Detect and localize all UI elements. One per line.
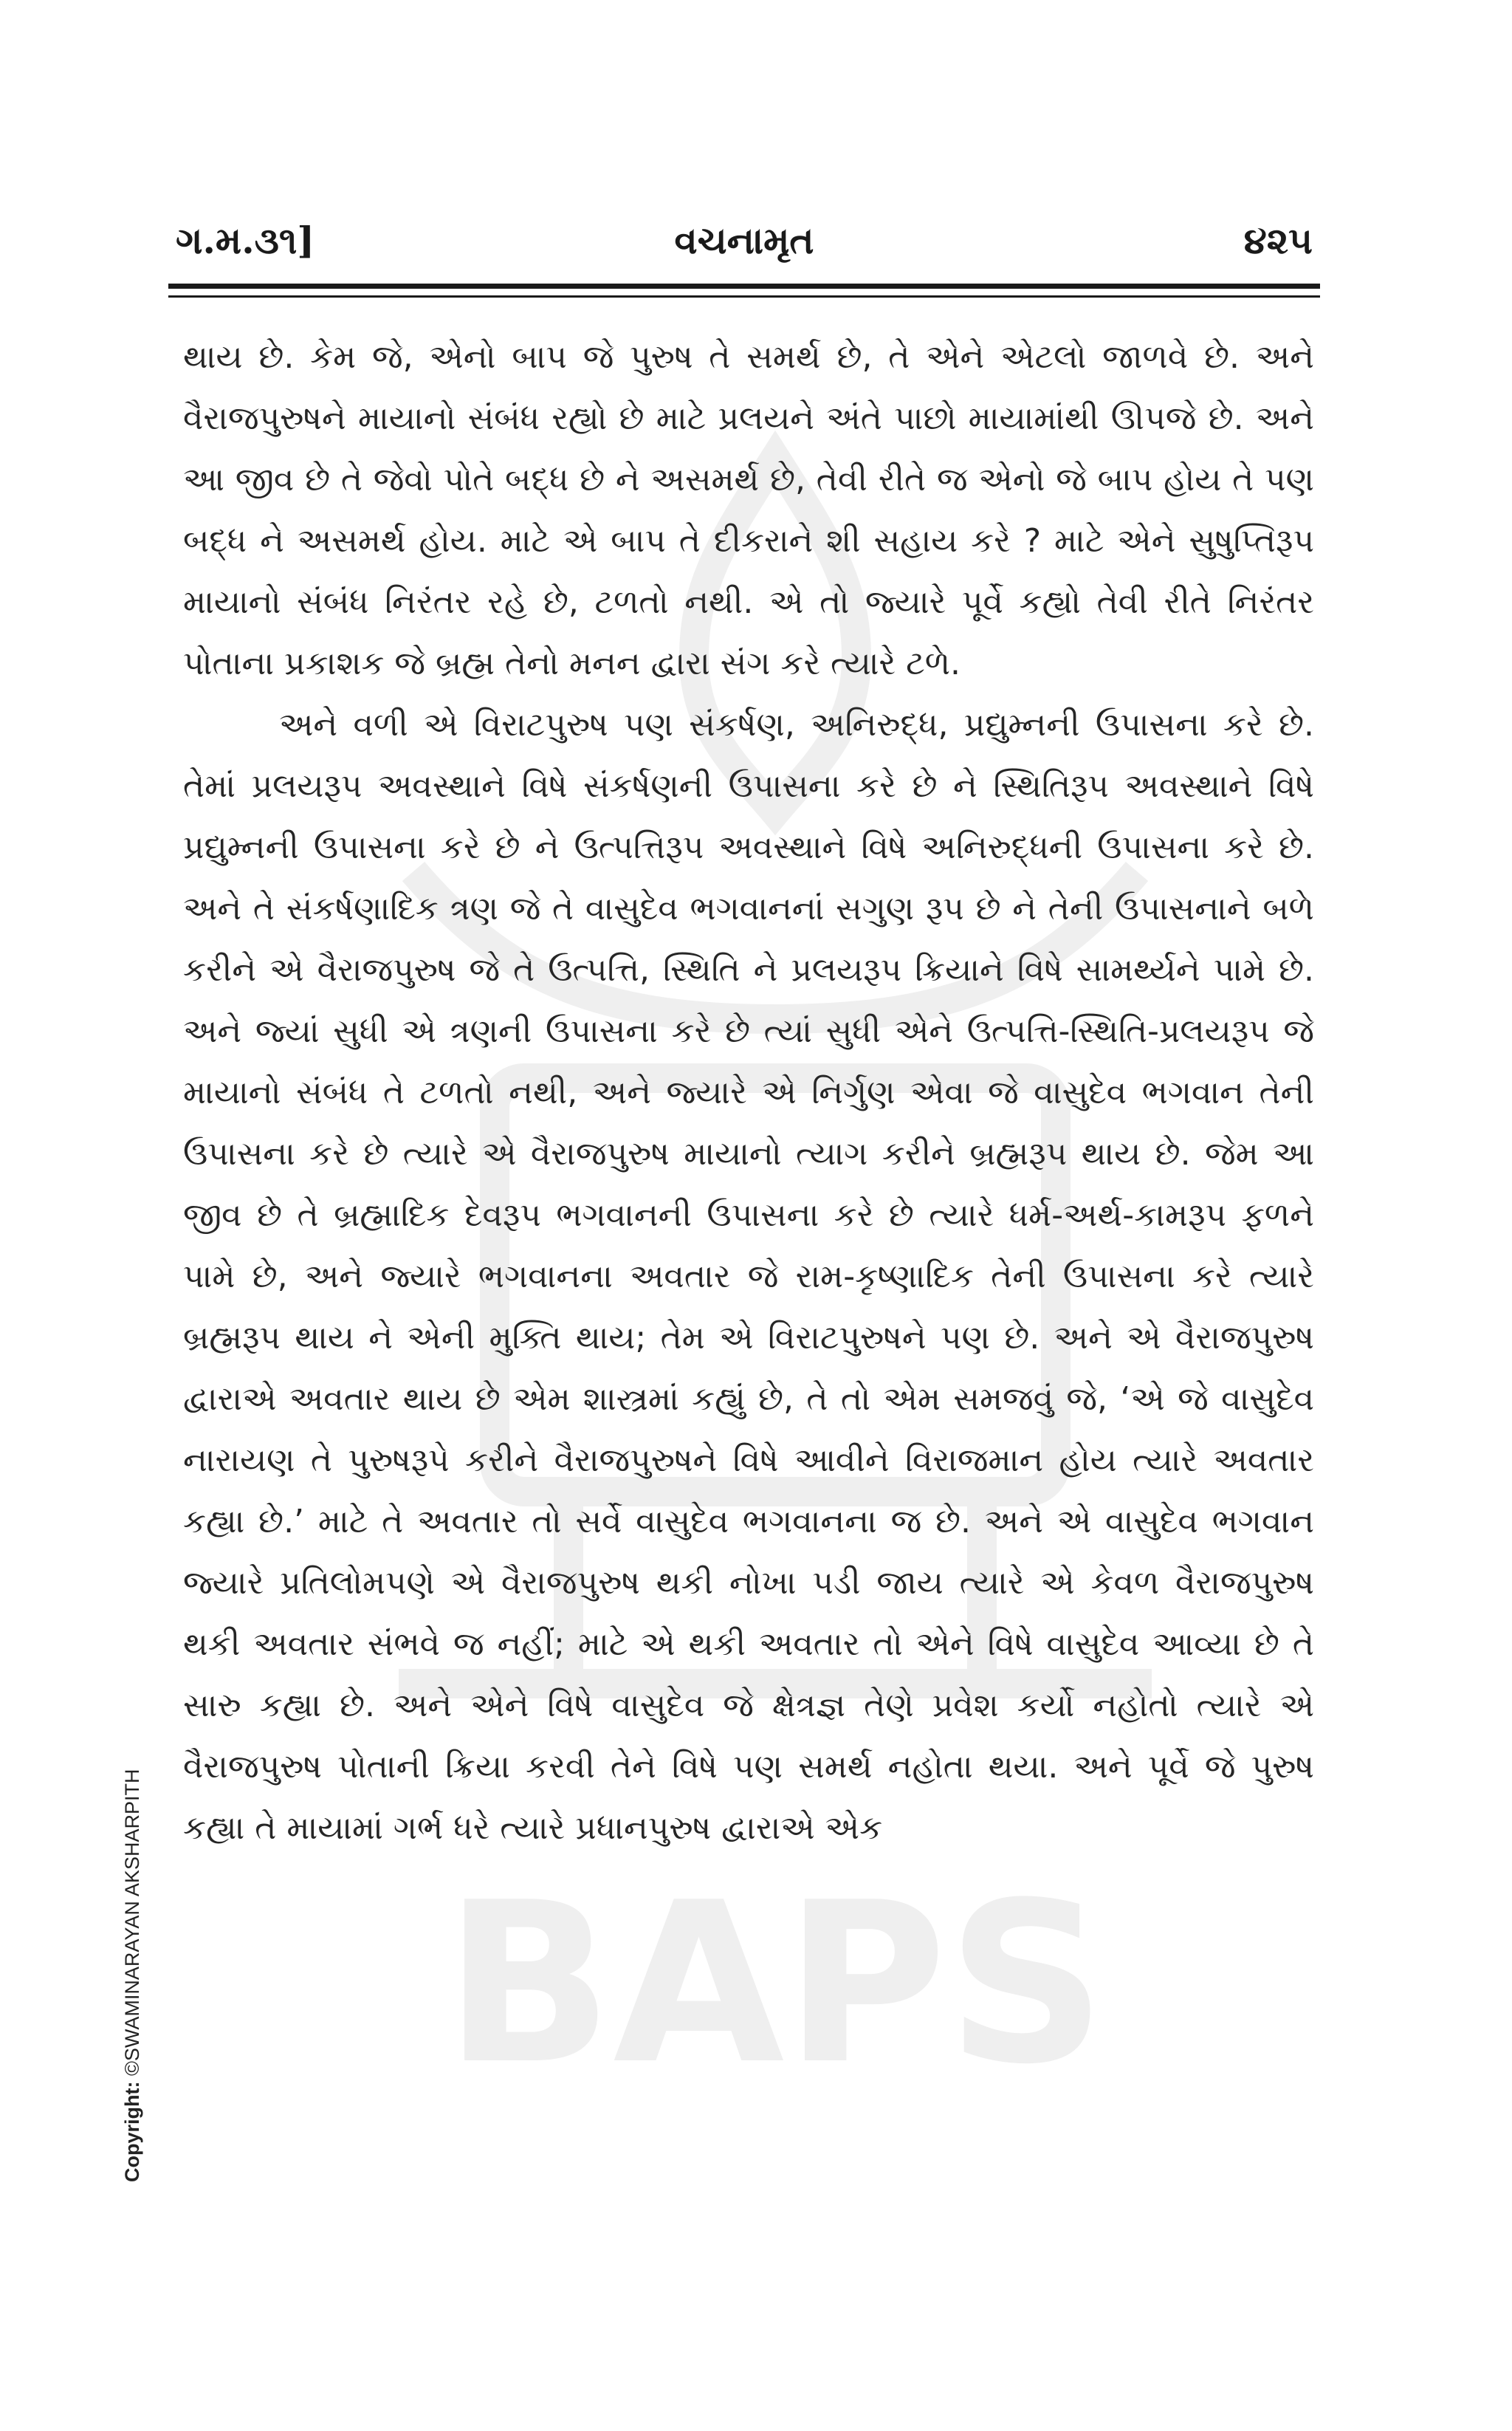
header-rule-thick [168, 284, 1320, 289]
paragraph-2: અને વળી એ વિરાટપુરુષ પણ સંકર્ષણ, અનિરુદ્ધ, પ્રદ્યુમ્નની ઉપાસના કરે છે. તેમાં પ્રલયરૂપ અવસ્થાને વિષે સંકર્ષણની ઉપાસના કરે છે ને સ્થિતિરૂપ અવસ્થાને વિષે પ્રદ્યુમ્નની ઉપાસના કરે છે ને ઉત્પત્તિરૂપ અવસ્થાને વિષે અનિરુદ્ધની ઉપાસના કરે છે. અને તે સંકર્ષણાદિક ત્રણ જે તે વાસુદેવ ભગવાનનાં સગુણ રૂપ છે ને તેની ઉપાસનાને બળે કરીને એ વૈરાજપુરુષ જે તે ઉત્પત્તિ, સ્થિતિ ને પ્રલયરૂપ ક્રિયાને વિષે સામર્થ્યને પામે છે. અને જ્યાં સુધી એ ત્રણની ઉપાસના કરે છે ત્યાં સુધી એને ઉત્પત્તિ-સ્થિતિ-પ્રલયરૂપ જે માયાનો સંબંધ તે ટળતો નથી, અને જ્યારે એ નિર્ગુણ એવા જે વાસુદેવ ભગવાન તેની ઉપાસના કરે છે ત્યારે એ વૈરાજપુરુષ માયાનો ત્યાગ કરીને બ્રહ્મરૂપ થાય છે. જેમ આ જીવ છે તે બ્રહ્માદિક દેવરૂપ ભગવાનની ઉપાસના કરે છે ત્યારે ધર્મ-અર્થ-કામરૂપ ફળને પામે છે, અને જ્યારે ભગવાનના અવતાર જે રામ-કૃષ્ણાદિક તેની ઉપાસના કરે ત્યારે બ્રહ્મરૂપ થાય ને એની મુક્તિ થાય; તેમ એ વિરાટપુરુષને પણ છે. અને એ વૈરાજપુરુષ દ્વારાએ અવતાર થાય છે એમ શાસ્ત્રમાં કહ્યું છે, તે તો એમ સમજવું જે, ‘એ જે વાસુદેવ નારાયણ તે પુરુષરૂપે કરીને વૈરાજપુરુષને વિષે આવીને વિરાજમાન હોય ત્યારે અવતાર કહ્યા છે.’ માટે તે અવતાર તો સર્વે વાસુદેવ ભગવાનના જ છે. અને એ વાસુદેવ ભગવાન જ્યારે પ્રતિલોમપણે એ વૈરાજપુરુષ થકી નોખા પડી જાય ત્યારે એ કેવળ વૈરાજપુરુષ થકી અવતાર સંભવે જ નહીં; માટે એ થકી અવતાર તો એને વિષે વાસુદેવ આવ્યા છે તે સારુ કહ્યા છે. અને એને વિષે વાસુદેવ જે ક્ષેત્રજ્ઞ તેણે પ્રવેશ કર્યો નહોતો ત્યારે એ વૈરાજપુરુષ પોતાની ક્રિયા કરવી તેને વિષે પણ સમર્થ નહોતા થયા. અને પૂર્વે જે પુરુષ કહ્યા તે માયામાં ગર્ભ ધરે ત્યારે પ્રધાનપુરુષ દ્વારાએ એક [183, 706, 1315, 1847]
header-rule-thin [168, 295, 1320, 298]
watermark-text: BAPS [444, 1855, 1107, 2113]
page-body [183, 326, 1314, 1859]
page-number: ૪૨૫ [1243, 219, 1313, 262]
section-reference: ગ.મ.૩૧] [176, 219, 315, 262]
copyright-label: Copyright: [121, 2081, 143, 2182]
copyright-notice [121, 1769, 144, 2182]
book-title: વચનામૃત [674, 219, 814, 262]
copyright-holder: ©SWAMINARAYAN AKSHARPITH [121, 1769, 143, 2076]
running-header [168, 219, 1320, 278]
paragraph-1: થાય છે. કેમ જે, એનો બાપ જે પુરુષ તે સમર્થ છે, તે એને એટલો જાળવે છે. અને વૈરાજપુરુષને માયાનો સંબંધ રહ્યો છે માટે પ્રલયને અંતે પાછો માયામાંથી ઊપજે છે. અને આ જીવ છે તે જેવો પોતે બદ્ધ છે ને અસમર્થ છે, તેવી રીતે જ એનો જે બાપ હોય તે પણ બદ્ધ ને અસમર્થ હોય. માટે એ બાપ તે દીકરાને શી સહાય કરે ? માટે એને સુષુપ્તિરૂપ માયાનો સંબંધ નિરંતર રહે છે, ટળતો નથી. એ તો જ્યારે પૂર્વે કહ્યો તેવી રીતે નિરંતર પોતાના પ્રકાશક જે બ્રહ્મ તેનો મનન દ્વારા સંગ કરે ત્યારે ટળે. [183, 338, 1314, 682]
